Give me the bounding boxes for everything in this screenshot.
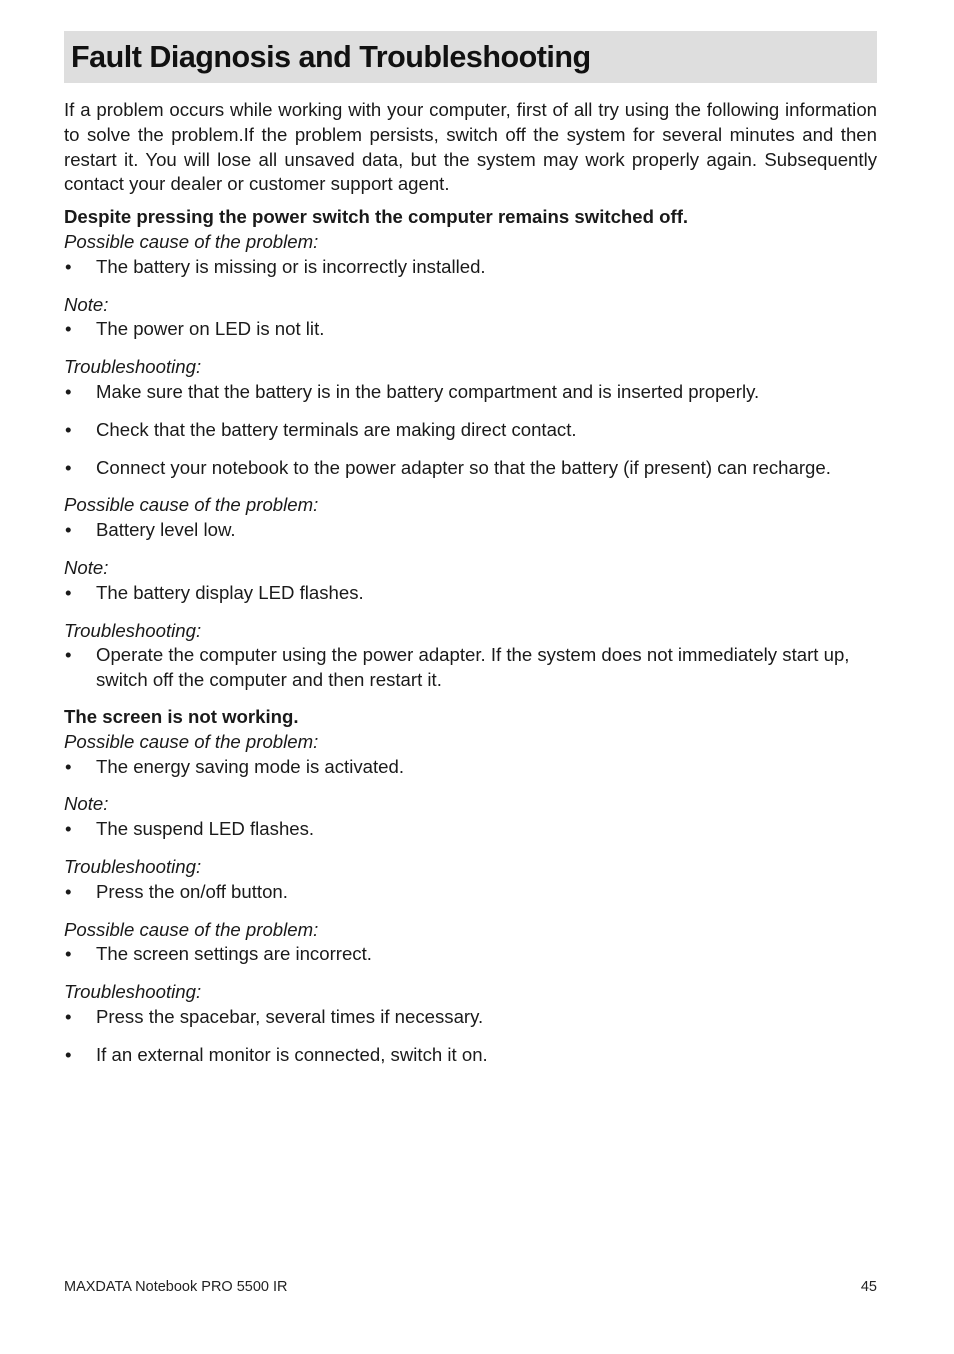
note-block	[64, 556, 877, 606]
list-item: • The battery is missing or is incorrectly installed.	[64, 255, 877, 280]
footer-product-name: MAXDATA Notebook PRO 5500 IR	[64, 1279, 288, 1295]
list-item: • The battery display LED flashes.	[64, 581, 877, 606]
list-item: • Press the spacebar, several times if necessary.	[64, 1005, 877, 1030]
page-number: 45	[860, 1279, 877, 1295]
list-item: • Make sure that the battery is in the battery compartment and is inserted properly.	[64, 380, 877, 405]
list-item: • Connect your notebook to the power adapter so that the battery (if present) can recharge.	[64, 456, 877, 481]
document-body	[64, 98, 877, 1068]
note-block	[64, 293, 877, 343]
list-item: • If an external monitor is connected, switch it on.	[64, 1043, 877, 1068]
bullet-list	[64, 817, 877, 842]
page-title: Fault Diagnosis and Troubleshooting	[71, 40, 591, 74]
block-label: Troubleshooting:	[64, 855, 202, 877]
problem-section	[64, 705, 877, 1068]
block-label: Note:	[64, 793, 109, 815]
block-label: Possible cause of the problem:	[64, 230, 319, 252]
block-label: Possible cause of the problem:	[64, 494, 319, 516]
list-item: • Press the on/off button.	[64, 880, 877, 905]
block-label: Troubleshooting:	[64, 356, 202, 378]
block-label: Note:	[64, 556, 109, 578]
list-item: • The energy saving mode is activated.	[64, 755, 877, 780]
block-label: Note:	[64, 293, 109, 315]
block-label: Troubleshooting:	[64, 619, 202, 641]
bullet-list	[64, 1005, 877, 1068]
problem-section	[64, 205, 877, 693]
list-item: • The suspend LED flashes.	[64, 817, 877, 842]
list-item: • The screen settings are incorrect.	[64, 942, 877, 967]
cause-block	[64, 918, 877, 968]
bullet-list	[64, 755, 877, 780]
troubleshooting-block	[64, 355, 877, 480]
problem-heading: Despite pressing the power switch the computer remains switched off.	[64, 206, 689, 228]
block-label: Possible cause of the problem:	[64, 730, 319, 752]
page-footer	[64, 1279, 877, 1295]
cause-block	[64, 230, 877, 280]
list-item: • The power on LED is not lit.	[64, 317, 877, 342]
bullet-list	[64, 380, 877, 480]
list-item: • Battery level low.	[64, 518, 877, 543]
block-label: Possible cause of the problem:	[64, 918, 319, 940]
note-block	[64, 792, 877, 842]
block-label: Troubleshooting:	[64, 981, 202, 1003]
bullet-list	[64, 581, 877, 606]
list-item: • Check that the battery terminals are making direct contact.	[64, 418, 877, 443]
bullet-list	[64, 643, 877, 693]
cause-block	[64, 493, 877, 543]
bullet-list	[64, 317, 877, 342]
cause-block	[64, 730, 877, 780]
intro-paragraph: If a problem occurs while working with your computer, first of all try using the following information to solve the problem.If the problem persists, switch off the system for several minutes and then restart it. You will lose all unsaved data, but the system may work properly again. Subsequently contact your dealer or customer support agent.	[64, 99, 877, 195]
bullet-list	[64, 880, 877, 905]
bullet-list	[64, 942, 877, 967]
list-item: • Operate the computer using the power adapter. If the system does not immediately start up, switch off the computer and then restart it.	[64, 643, 877, 693]
bullet-list	[64, 518, 877, 543]
troubleshooting-block	[64, 980, 877, 1067]
title-bar	[64, 31, 877, 83]
troubleshooting-block	[64, 619, 877, 693]
troubleshooting-block	[64, 855, 877, 905]
problem-heading: The screen is not working.	[64, 705, 299, 727]
bullet-list	[64, 255, 877, 280]
